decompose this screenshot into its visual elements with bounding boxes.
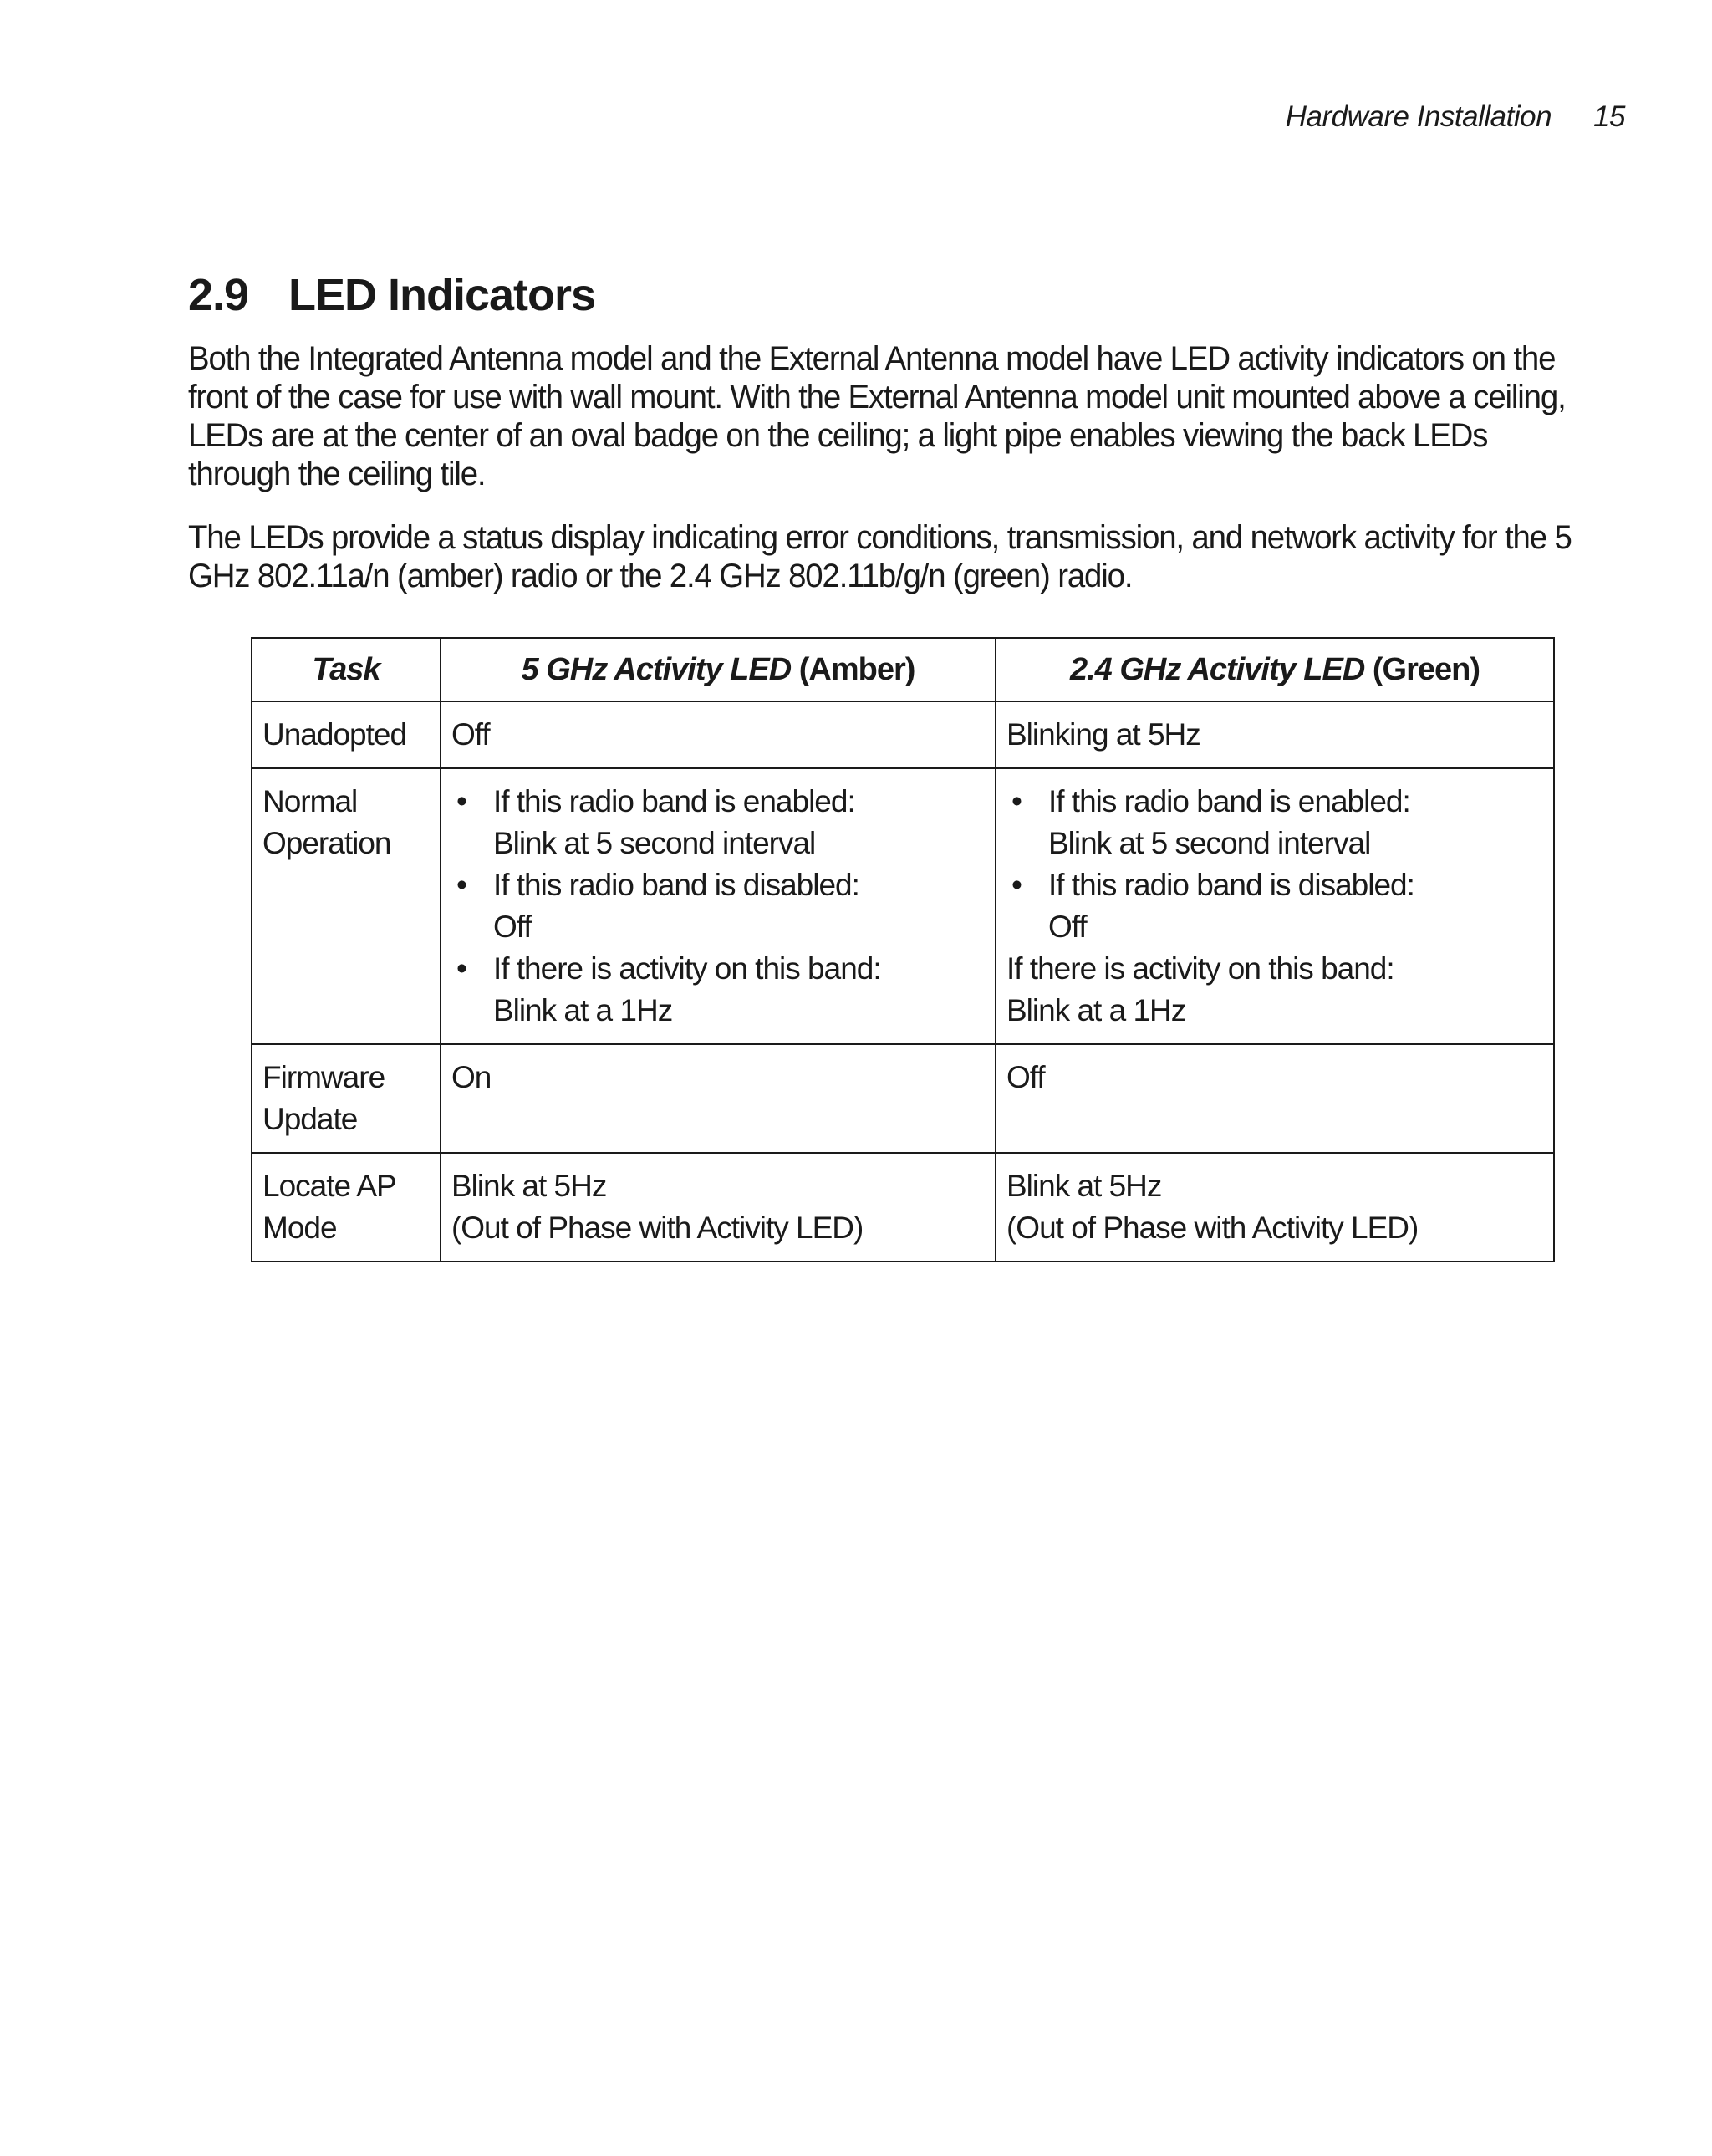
page-number: 15 [1593,100,1625,133]
list-item: • If this radio band is enabled: Blink at 5 second interval [1006,781,1543,864]
list-item: • If this radio band is disabled: Off [1006,864,1543,948]
header-section-name: Hardware Installation [1285,100,1552,133]
bullet-list [1006,781,1543,948]
cell-24ghz: Blinking at 5Hz [996,701,1554,768]
section-number: 2.9 [188,270,249,320]
intro-paragraph: Both the Integrated Antenna model and the External Antenna model have LED activity indicators on the front of the case for use with wall mount. With the External Antenna model unit mounted above a ceiling, LEDs are at the center of an oval badge on the ceiling; a light pipe enables viewing the back LEDs through the ceiling tile. [188,340,1566,492]
header-24ghz: 2.4 GHz Activity LED (Green) [996,638,1554,701]
section-title: LED Indicators [288,270,596,320]
table-row-firmware-update [252,1044,1554,1153]
page-content [188,269,1576,620]
table-row-unadopted [252,701,1554,768]
plain-line: If there is activity on this band: [1006,951,1394,986]
header-task: Task [252,638,441,701]
led-indicator-table [251,637,1555,1262]
table-header-row [252,638,1554,701]
bullet-icon: • [1011,784,1022,818]
cell-task: Unadopted [252,701,441,768]
plain-line: Blink at a 1Hz [1006,993,1186,1027]
running-header [1286,100,1625,134]
bullet-list [451,781,985,1032]
cell-5ghz: On [441,1044,996,1153]
cell-5ghz: Blink at 5Hz (Out of Phase with Activity LED) [441,1153,996,1261]
bullet-icon: • [456,951,466,986]
cell-24ghz [996,768,1554,1044]
header-5ghz: 5 GHz Activity LED (Amber) [441,638,996,701]
status-paragraph: The LEDs provide a status display indicating error conditions, transmission, and network activity for the 5 GHz 802.11a/n (amber) radio or the 2.4 GHz 802.11b/g/n (green) radio. [188,519,1572,594]
cell-5ghz [441,768,996,1044]
cell-task: Normal Operation [252,768,441,1044]
list-item: • If this radio band is enabled: Blink at 5 second interval [451,781,985,864]
cell-5ghz: Off [441,701,996,768]
table-row-locate-ap-mode [252,1153,1554,1261]
section-heading [188,269,1576,321]
bullet-icon: • [456,784,466,818]
cell-task: Locate AP Mode [252,1153,441,1261]
list-item: • If this radio band is disabled: Off [451,864,985,948]
table-row-normal-operation [252,768,1554,1044]
list-item: • If there is activity on this band: Blink at a 1Hz [451,948,985,1032]
bullet-icon: • [1011,868,1022,902]
cell-24ghz: Off [996,1044,1554,1153]
bullet-icon: • [456,868,466,902]
cell-task: Firmware Update [252,1044,441,1153]
cell-24ghz: Blink at 5Hz (Out of Phase with Activity LED) [996,1153,1554,1261]
